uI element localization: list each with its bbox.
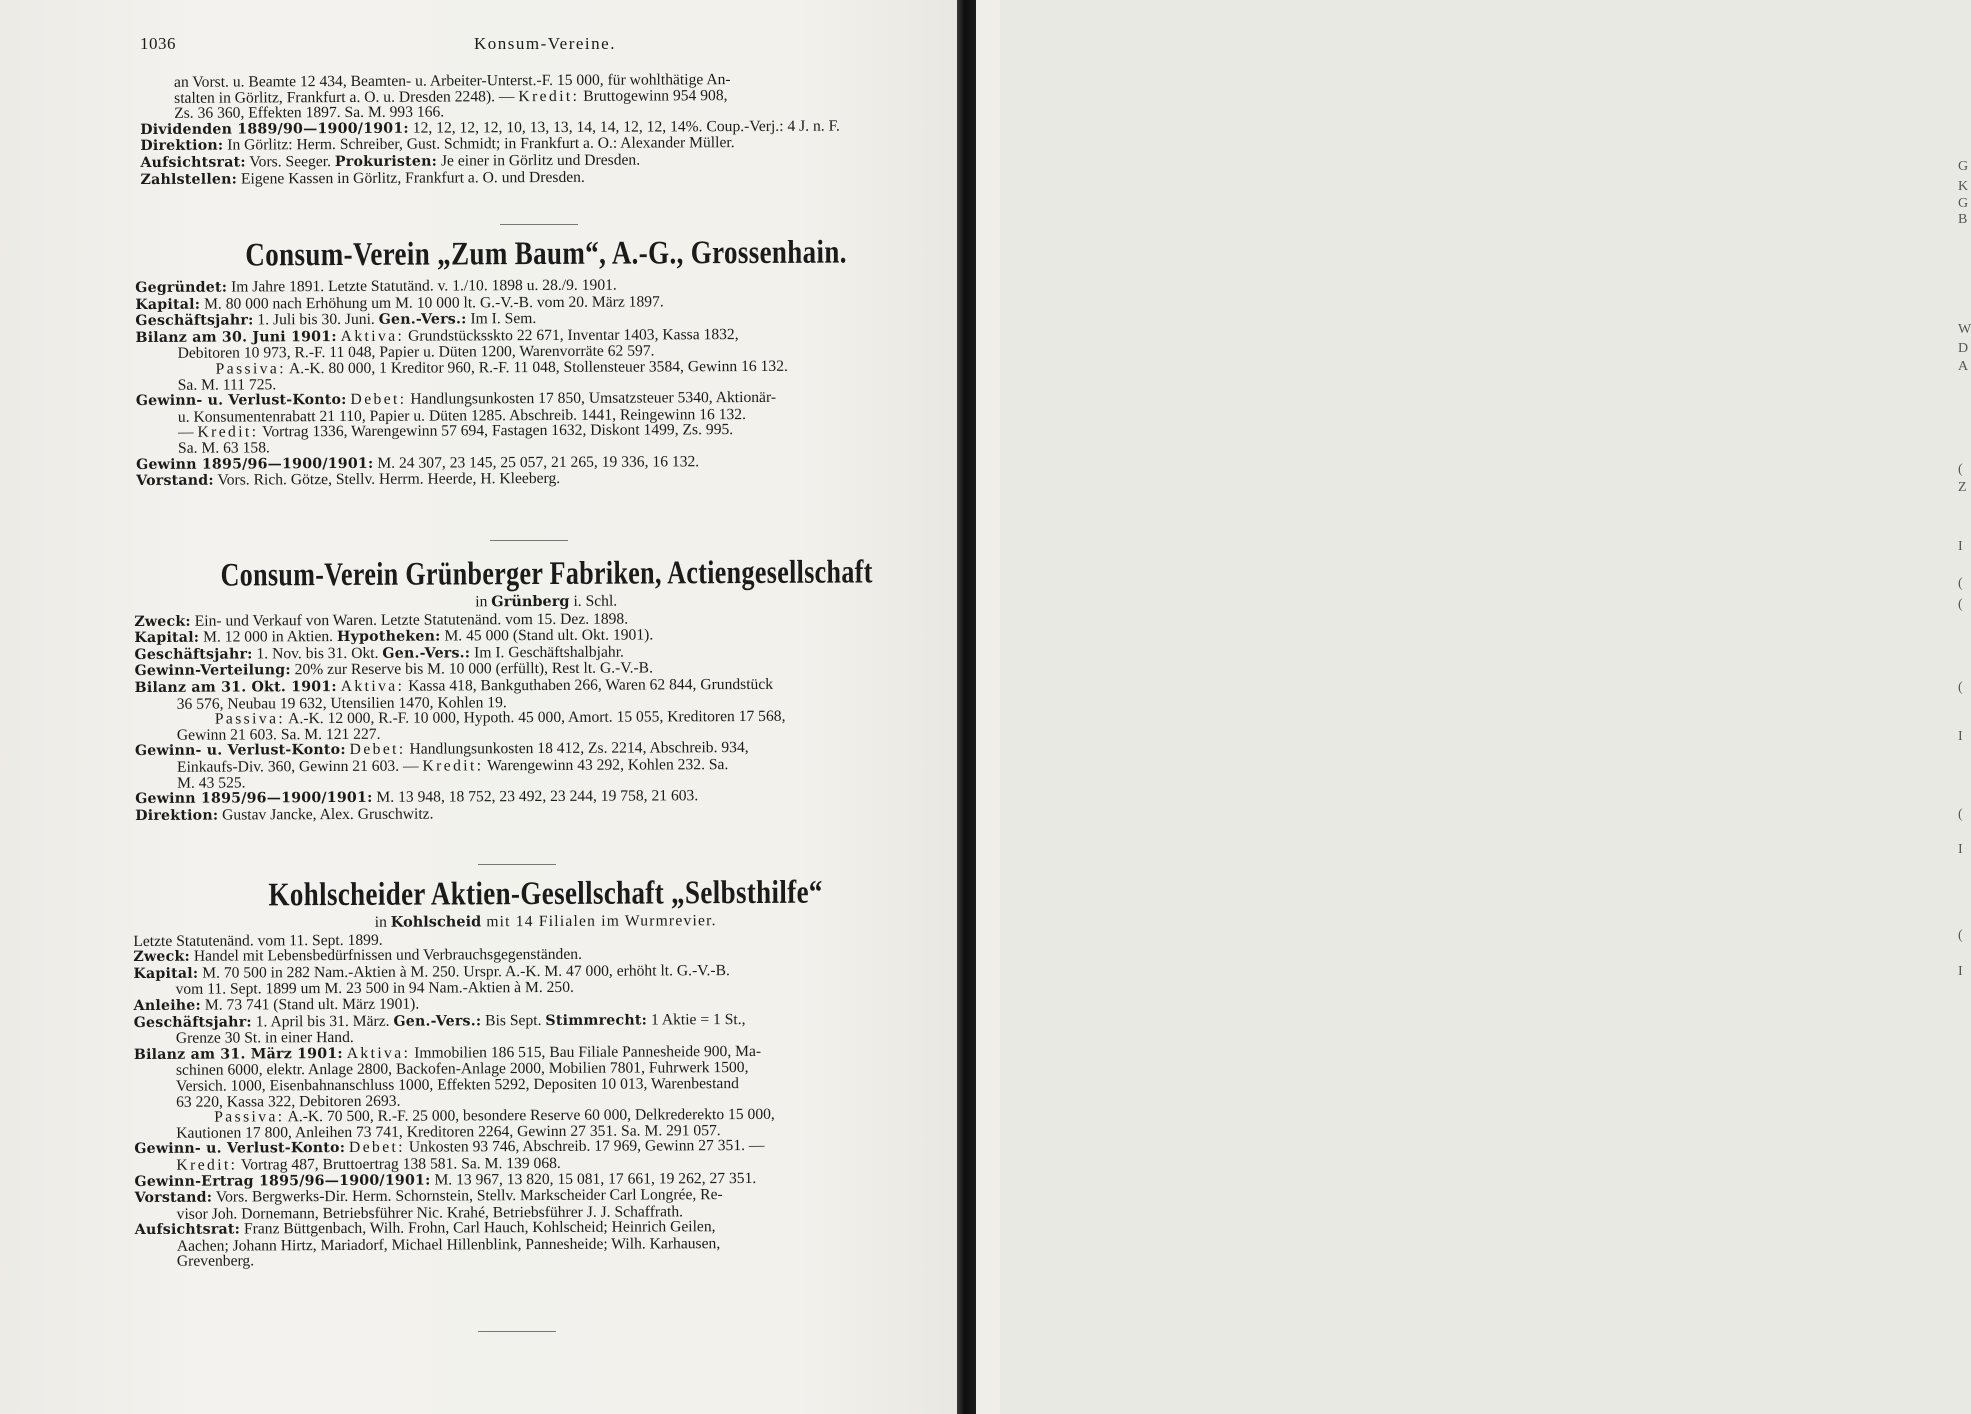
margin-letter: ( <box>1958 680 1963 695</box>
entry-vorstand: Vorstand: Vors. Rich. Götze, Stellv. Herrm. Heerde, H. Kleeberg. <box>136 470 561 490</box>
entry-gewinn: Gewinn 1895/96—1900/1901: M. 13 948, 18 752, 23 492, 23 244, 19 758, 21 603. <box>135 787 699 808</box>
entry-guv: Gewinn- u. Verlust-Konto: Debet: Handlungsunkosten 17 850, Umsatzsteuer 5340, Aktionär- u. Konsumentenrabatt 21 110, Papier u. Düten 1285. Abschreib. 1441, Reingewinn 16 132. — Kredit: Vortrag 1336, Warengewinn 57 694, Fastagen 1632, Diskont 1499, Zs. 995. Sa. M. 63 158. <box>135 389 777 457</box>
margin-letter: ( <box>1958 928 1963 943</box>
entry-bilanz: Bilanz am 31. März 1901: Aktiva: Immobilien 186 515, Bau Filiale Pannesheide 900, Ma- schinen 6000, elektr. Anlage 2800, Backofen-Anlage 2000, Mobilien 7801, Fuhrwerk 1500, Versich. 1000, Eisenbahnanschluss 1000, Effekten 5292, Depositen 10 013, Warenbestand 63 220, Kassa 322, Debitoren 2693. <box>133 1042 762 1111</box>
margin-letter: G <box>1958 159 1969 174</box>
margin-letter: I <box>1958 964 1963 979</box>
top-section <box>140 71 956 188</box>
section-divider <box>500 224 578 225</box>
margin-letter: B <box>1958 212 1968 227</box>
entry-bilanz: Bilanz am 30. Juni 1901: Aktiva: Grundstücksskto 22 671, Inventar 1403, Kassa 1832, Debitoren 10 973, R.-F. 11 048, Papier u. Düten 1200, Warenvorräte 62 597. <box>135 325 739 363</box>
entry-kapital: Kapital: M. 12 000 in Aktien. Hypotheken: M. 45 000 (Stand ult. Okt. 1901). <box>134 626 654 647</box>
margin-letter: K <box>1958 179 1969 194</box>
book-gutter <box>957 0 976 1414</box>
continuation-line: stalten in Görlitz, Frankfurt a. O. u. Dresden 2248). — Kredit: Bruttogewinn 954 908, <box>174 86 728 107</box>
entry-vorstand: Vorstand: Vors. Bergwerks-Dir. Herm. Schornstein, Stellv. Markscheider Carl Longrée, Re- visor Joh. Dornemann, Betriebsführer Nic. Krahé, Betriebsführer J. J. Schaffrath. <box>134 1186 723 1223</box>
entry-kapital: Kapital: M. 70 500 in 282 Nam.-Aktien à M. 250. Urspr. A.-K. M. 47 000, erhöht lt. G.-V.-B. vom 11. Sept. 1899 um M. 23 500 in 94 Nam.-Aktien à M. 250. <box>133 961 730 999</box>
section-baum <box>135 232 958 490</box>
margin-letter: I <box>1958 539 1963 554</box>
margin-letter: ( <box>1958 807 1963 822</box>
margin-letter: Z <box>1958 480 1967 495</box>
entry-zweck: Zweck: Handel mit Lebensbedürfnissen und Verbrauchsgegenständen. <box>133 945 582 966</box>
margin-letter: I <box>1958 729 1963 744</box>
page-header <box>140 34 950 56</box>
margin-letter: ( <box>1958 597 1963 612</box>
company-title: Kohlscheider Aktien-Gesellschaft „Selbsthilfe“ <box>268 874 823 914</box>
page-number: 1036 <box>140 34 176 53</box>
margin-letter: A <box>1958 359 1969 374</box>
entry-guv: Gewinn- u. Verlust-Konto: Debet: Unkosten 93 746, Abschreib. 17 969, Gewinn 27 351. — Kredit: Vortrag 487, Bruttoertrag 138 581. Sa. M. 139 068. <box>134 1137 765 1174</box>
entry-geschaeftsjahr: Geschäftsjahr: 1. Nov. bis 31. Okt. Gen.-Vers.: Im I. Geschäftshalbjahr. <box>134 643 624 663</box>
entry-passiva: Passiva: A.-K. 80 000, 1 Kreditor 960, R.-F. 11 048, Stollensteuer 3584, Gewinn 16 132. <box>215 357 788 378</box>
entry-guv: Gewinn- u. Verlust-Konto: Debet: Handlungsunkosten 18 412, Zs. 2214, Abschreib. 934, Einkaufs-Div. 360, Gewinn 21 603. — Kredit: Warengewinn 43 292, Kohlen 232. Sa. M. 43 525. <box>134 739 749 792</box>
section-divider <box>478 1331 556 1332</box>
entry-passiva-cont: Kautionen 17 800, Anleihen 73 741, Kreditoren 2264, Gewinn 27 351. Sa. M. 291 057. <box>176 1121 721 1142</box>
company-location: in Grünberg i. Schl. <box>475 592 618 611</box>
section-divider <box>490 540 568 541</box>
section-divider <box>478 864 556 865</box>
entry-zahlstellen: Zahlstellen: Eigene Kassen in Görlitz, Frankfurt a. O. und Dresden. <box>140 168 585 188</box>
facing-page-edge <box>976 0 1971 1414</box>
company-title: Consum-Verein „Zum Baum“, A.-G., Grossenhain. <box>245 234 847 274</box>
entry-anleihe: Anleihe: M. 73 741 (Stand ult. März 1901). <box>133 995 420 1014</box>
company-location: in Kohlscheid mit 14 Filialen im Wurmrevier. <box>374 912 717 931</box>
entry-dividenden: Dividenden 1889/90—1900/1901: 12, 12, 12, 12, 10, 13, 13, 14, 14, 12, 12, 14%. Coup.-Verj.: 4 J. n. F. <box>140 117 840 138</box>
entry-passiva: Passiva: A.-K. 70 500, R.-F. 25 000, besondere Reserve 60 000, Delkrederekto 15 000, <box>214 1105 775 1126</box>
margin-letter: D <box>1958 341 1969 356</box>
entry-passiva: Passiva: A.-K. 12 000, R.-F. 10 000, Hypoth. 45 000, Amort. 15 055, Kreditoren 17 568, <box>214 707 786 728</box>
entry-aufsichtsrat: Aufsichtsrat: Vors. Seeger. Prokuristen: Je einer in Görlitz und Dresden. <box>140 151 641 171</box>
entry-kapital: Kapital: M. 80 000 nach Erhöhung um M. 10 000 lt. G.-V.-B. vom 20. März 1897. <box>135 293 664 313</box>
margin-letter: W <box>1958 322 1971 337</box>
entry-direktion: Direktion: In Görlitz: Herm. Schreiber, Gust. Schmidt; in Frankfurt a. O.: Alexander Müller. <box>140 134 735 155</box>
entry-gegruendet: Gegründet: Im Jahre 1891. Letzte Statutänd. v. 1./10. 1898 u. 28./9. 1901. <box>135 276 617 296</box>
entry-direktion: Direktion: Gustav Jancke, Alex. Gruschwitz. <box>135 805 434 824</box>
margin-letter: G <box>1958 196 1969 211</box>
entry-passiva-cont: Gewinn 21 603. Sa. M. 121 227. <box>176 725 381 744</box>
entry-passiva-cont: Sa. M. 111 725. <box>177 375 277 394</box>
section-kohlscheid <box>133 872 960 1270</box>
company-title: Consum-Verein Grünberger Fabriken, Actiengesellschaft <box>220 554 873 594</box>
running-head: Konsum-Vereine. <box>474 34 616 53</box>
margin-letter: ( <box>1958 576 1963 591</box>
continuation-line: an Vorst. u. Beamte 12 434, Beamten- u. Arbeiter-Unterst.-F. 15 000, für wohlthätige An- <box>173 71 731 91</box>
continuation-line: Zs. 36 360, Effekten 1897. Sa. M. 993 166. <box>174 103 445 123</box>
entry-geschaeftsjahr: Geschäftsjahr: 1. April bis 31. März. Gen.-Vers.: Bis Sept. Stimmrecht: 1 Aktie = 1 St., Grenze 30 St. in einer Hand. <box>133 1010 746 1047</box>
entry-bilanz: Bilanz am 31. Okt. 1901: Aktiva: Kassa 418, Bankguthaben 266, Waren 62 844, Grundstück 36 576, Neubau 19 632, Utensilien 1470, Kohlen 19. <box>134 675 774 713</box>
entry-statut: Letzte Statutenänd. vom 11. Sept. 1899. <box>133 931 383 950</box>
entry-gewinn-ertrag: Gewinn-Ertrag 1895/96—1900/1901: M. 13 967, 13 820, 15 081, 17 661, 19 262, 27 351. <box>134 1169 757 1190</box>
entry-gewinn: Gewinn 1895/96—1900/1901: M. 24 307, 23 145, 25 057, 21 265, 19 336, 16 132. <box>136 452 700 473</box>
entry-zweck: Zweck: Ein- und Verkauf von Waren. Letzte Statutenänd. vom 15. Dez. 1898. <box>134 610 629 630</box>
entry-geschaeftsjahr: Geschäftsjahr: 1. Juli bis 30. Juni. Gen.-Vers.: Im I. Sem. <box>135 310 537 330</box>
margin-letter: ( <box>1958 462 1963 477</box>
section-gruenberg <box>134 552 959 824</box>
entry-gewinn-verteilung: Gewinn-Verteilung: 20% zur Reserve bis M. 10 000 (erfüllt), Rest lt. G.-V.-B. <box>134 659 654 680</box>
entry-aufsichtsrat: Aufsichtsrat: Franz Büttgenbach, Wilh. Frohn, Carl Hauch, Kohlscheid; Heinrich Geilen, Aachen; Johann Hirtz, Mariadorf, Michael Hillenblink, Pannesheide; Wilh. Karhausen, Grevenberg. <box>134 1218 721 1271</box>
margin-letter: I <box>1958 842 1963 857</box>
